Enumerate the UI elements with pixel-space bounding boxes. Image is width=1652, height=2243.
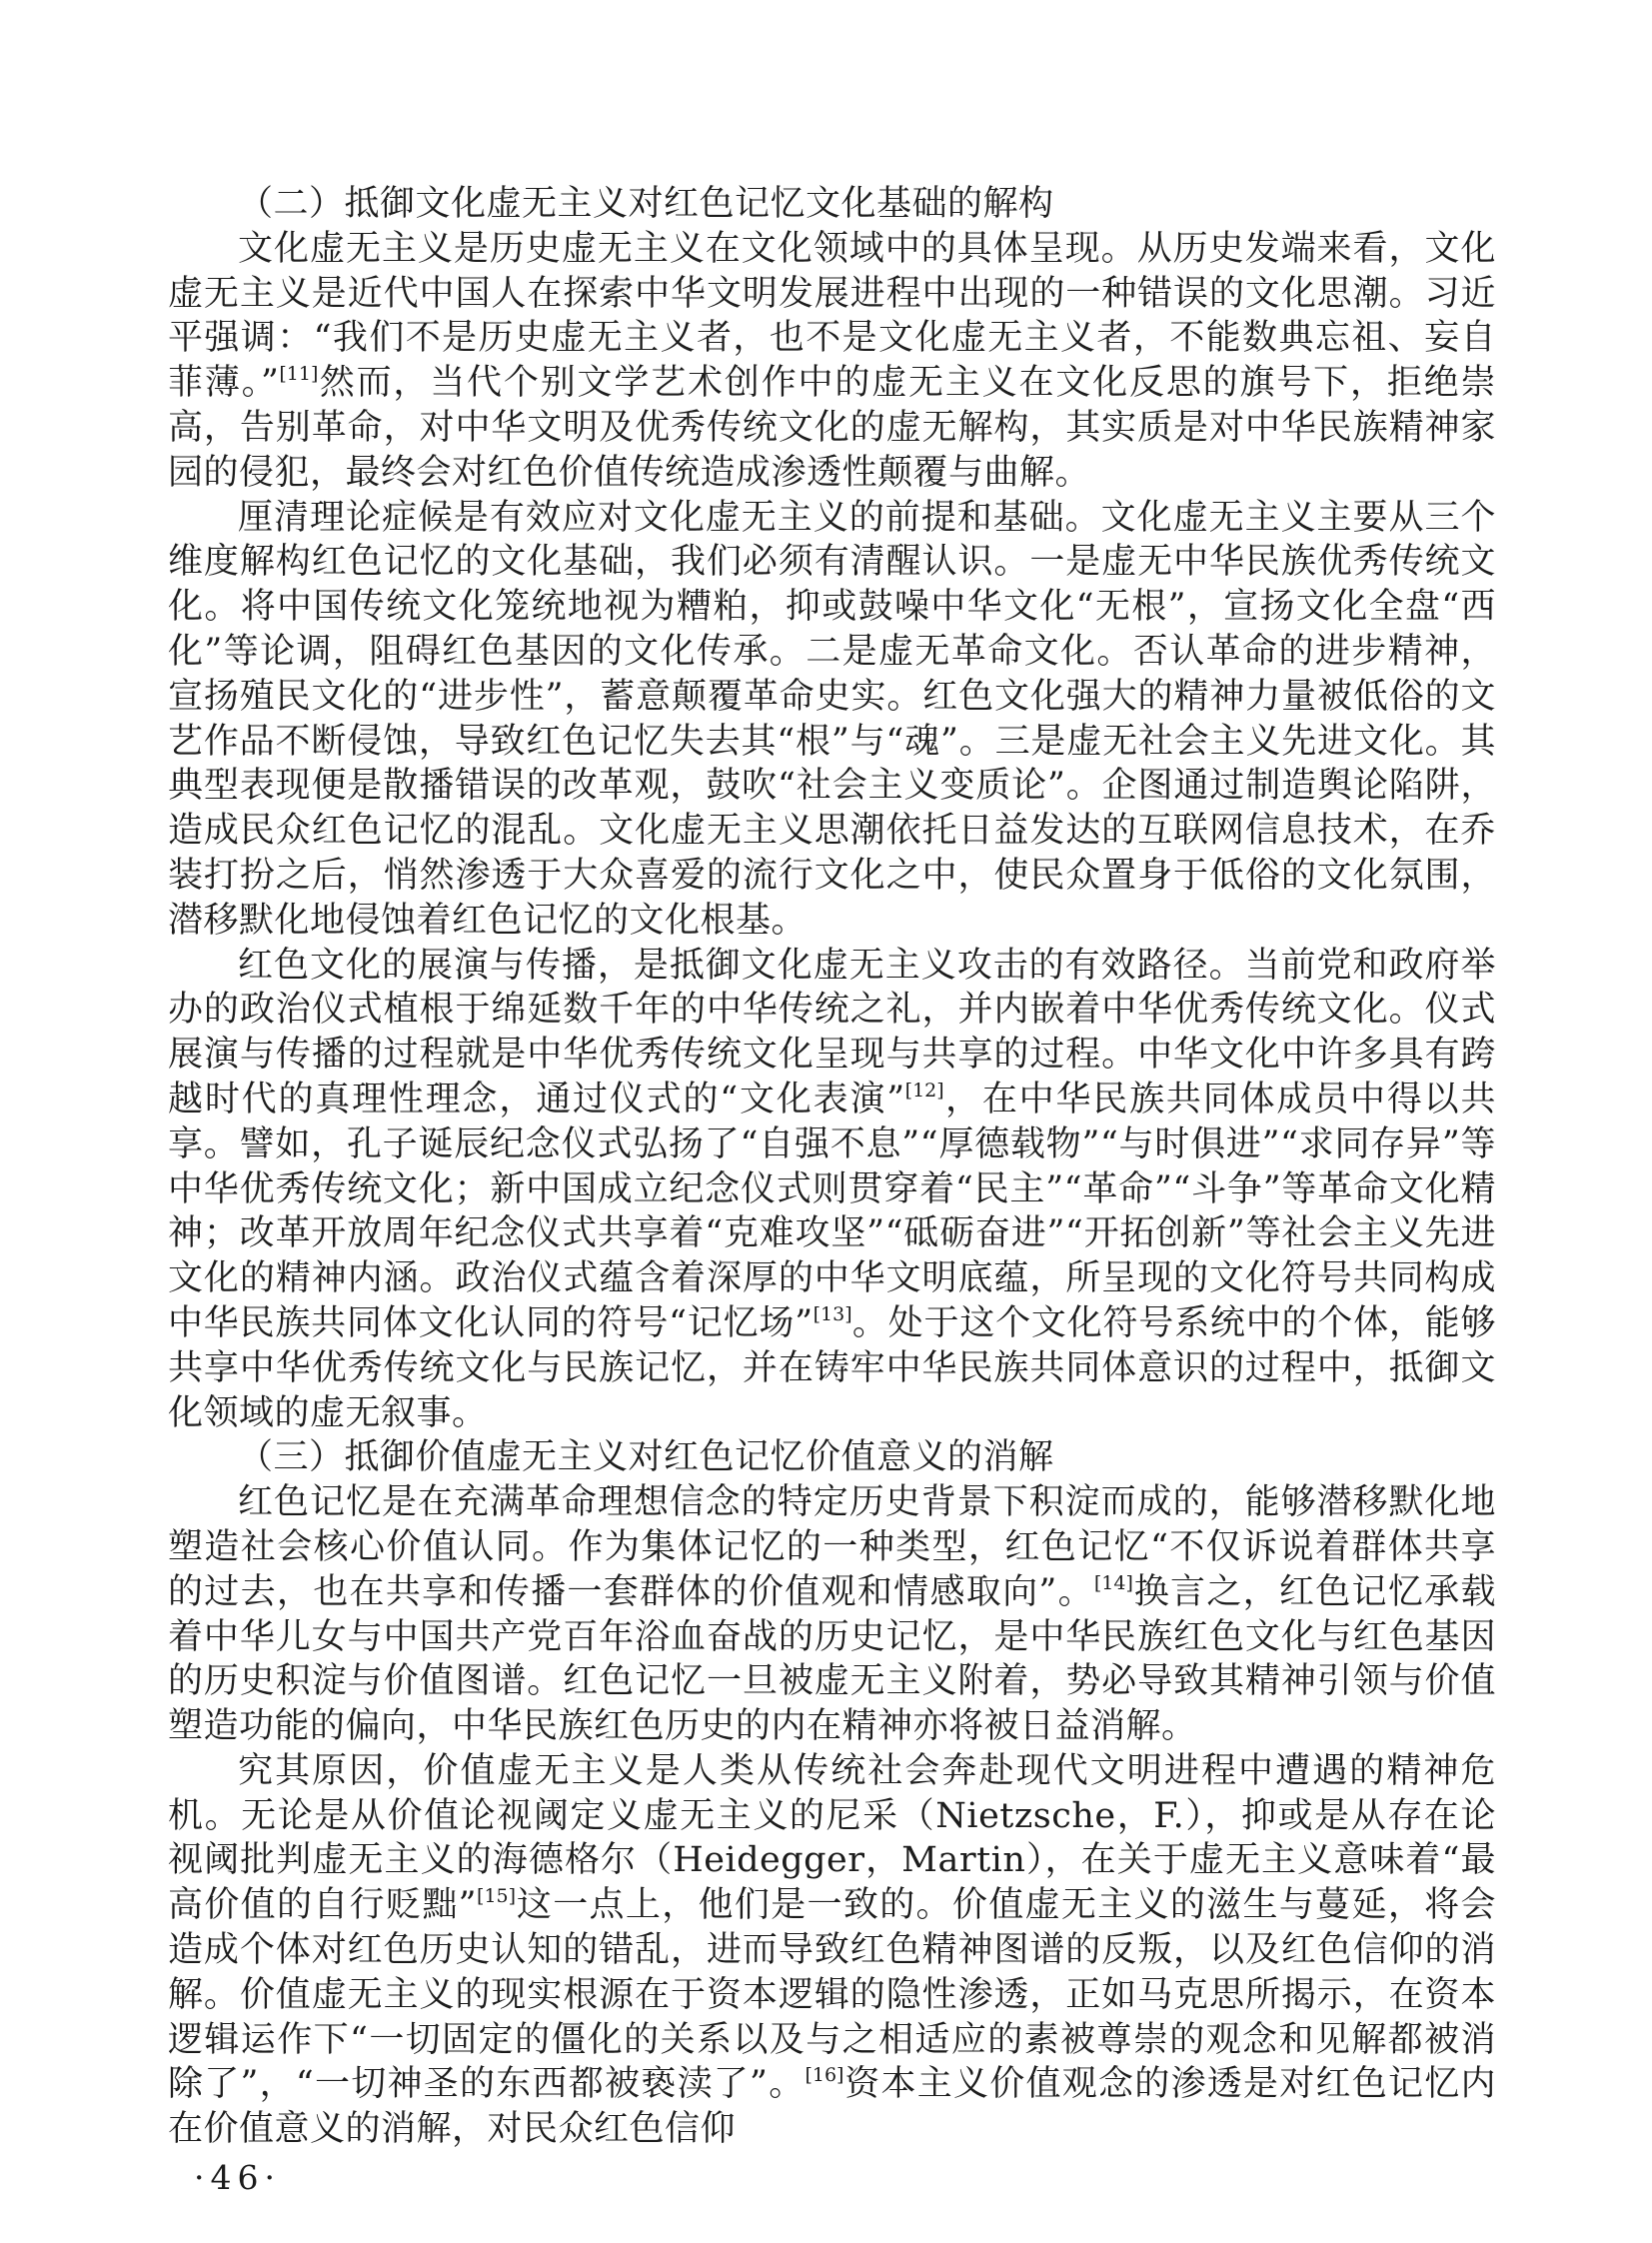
section-heading: （二）抵御文化虚无主义对红色记忆文化基础的解构 xyxy=(238,184,1054,224)
page-number: ·46· xyxy=(194,2158,281,2198)
paragraph: 文化虚无主义是历史虚无主义在文化领域中的具体呈现。从历史发端来看，文化虚无主义是近代中国人在探索中华文明发展进程中出现的一种错误的文化思潮。习近平强调：“我们不是历史虚无主义者，也不是文化虚无主义者，不能数典忘祖、妄自菲薄。”[11]然而，当代个别文学艺术创作中的虚无主义在文化反思的旗号下，拒绝崇高，告别革命，对中华文明及优秀传统文化的虚无解构，其实质是对中华民族精神家园的侵犯，最终会对红色价值传统造成渗透性颠覆与曲解。 xyxy=(168,228,1496,493)
paragraph: 红色记忆是在充满革命理想信念的特定历史背景下积淀而成的，能够潜移默化地塑造社会核心价值认同。作为集体记忆的一种类型，红色记忆“不仅诉说着群体共享的过去，也在共享和传播一套群体的价值观和情感取向”。[14]换言之，红色记忆承载着中华儿女与中国共产党百年浴血奋战的历史记忆，是中华民族红色文化与红色基因的历史积淀与价值图谱。红色记忆一旦被虚无主义附着，势必导致其精神引领与价值塑造功能的偏向，中华民族红色历史的内在精神亦将被日益消解。 xyxy=(168,1482,1496,1747)
page-body xyxy=(168,182,1496,2152)
paragraph: 红色文化的展演与传播，是抵御文化虚无主义攻击的有效路径。当前党和政府举办的政治仪式植根于绵延数千年的中华传统之礼，并内嵌着中华优秀传统文化。仪式展演与传播的过程就是中华优秀传统文化呈现与共享的过程。中华文化中许多具有跨越时代的真理性理念，通过仪式的“文化表演”[12]，在中华民族共同体成员中得以共享。譬如，孔子诞辰纪念仪式弘扬了“自强不息”“厚德载物”“与时俱进”“求同存异”等中华优秀传统文化；新中国成立纪念仪式则贯穿着“民主”“革命”“斗争”等革命文化精神；改革开放周年纪念仪式共享着“克难攻坚”“砥砺奋进”“开拓创新”等社会主义先进文化的精神内涵。政治仪式蕴含着深厚的中华文明底蕴，所呈现的文化符号共同构成中华民族共同体文化认同的符号“记忆场”[13]。处于这个文化符号系统中的个体，能够共享中华优秀传统文化与民族记忆，并在铸牢中华民族共同体意识的过程中，抵御文化领域的虚无叙事。 xyxy=(168,945,1496,1433)
footnote-ref: [12] xyxy=(904,1079,944,1102)
paragraph: 究其原因，价值虚无主义是人类从传统社会奔赴现代文明进程中遭遇的精神危机。无论是从价值论视阈定义虚无主义的尼采（Nietzsche，F.），抑或是从存在论视阈批判虚无主义的海德格尔（Heidegger，Martin），在关于虚无主义意味着“最高价值的自行贬黜”[15]这一点上，他们是一致的。价值虚无主义的滋生与蔓延，将会造成个体对红色历史认知的错乱，进而导致红色精神图谱的反叛，以及红色信仰的消解。价值虚无主义的现实根源在于资本逻辑的隐性渗透，正如马克思所揭示，在资本逻辑运作下“一切固定的僵化的关系以及与之相适应的素被尊崇的观念和见解都被消除了”，“一切神圣的东西都被亵渎了”。[16]资本主义价值观念的渗透是对红色记忆内在价值意义的消解，对民众红色信仰 xyxy=(168,1750,1496,2150)
section-heading: （三）抵御价值虚无主义对红色记忆价值意义的消解 xyxy=(238,1437,1054,1478)
footnote-ref: [16] xyxy=(805,2064,844,2087)
footnote-ref: [11] xyxy=(279,363,319,386)
paragraph: 厘清理论症候是有效应对文化虚无主义的前提和基础。文化虚无主义主要从三个维度解构红色记忆的文化基础，我们必须有清醒认识。一是虚无中华民族优秀传统文化。将中国传统文化笼统地视为糟粕，抑或鼓噪中华文化“无根”，宣扬文化全盘“西化”等论调，阻碍红色基因的文化传承。二是虚无革命文化。否认革命的进步精神，宣扬殖民文化的“进步性”，蓄意颠覆革命史实。红色文化强大的精神力量被低俗的文艺作品不断侵蚀，导致红色记忆失去其“根”与“魂”。三是虚无社会主义先进文化。其典型表现便是散播错误的改革观，鼓吹“社会主义变质论”。企图通过制造舆论陷阱，造成民众红色记忆的混乱。文化虚无主义思潮依托日益发达的互联网信息技术，在乔装打扮之后，悄然渗透于大众喜爱的流行文化之中，使民众置身于低俗的文化氛围，潜移默化地侵蚀着红色记忆的文化根基。 xyxy=(168,497,1496,941)
footnote-ref: [14] xyxy=(1093,1571,1133,1594)
footnote-ref: [15] xyxy=(477,1885,517,1908)
footnote-ref: [13] xyxy=(813,1302,852,1325)
